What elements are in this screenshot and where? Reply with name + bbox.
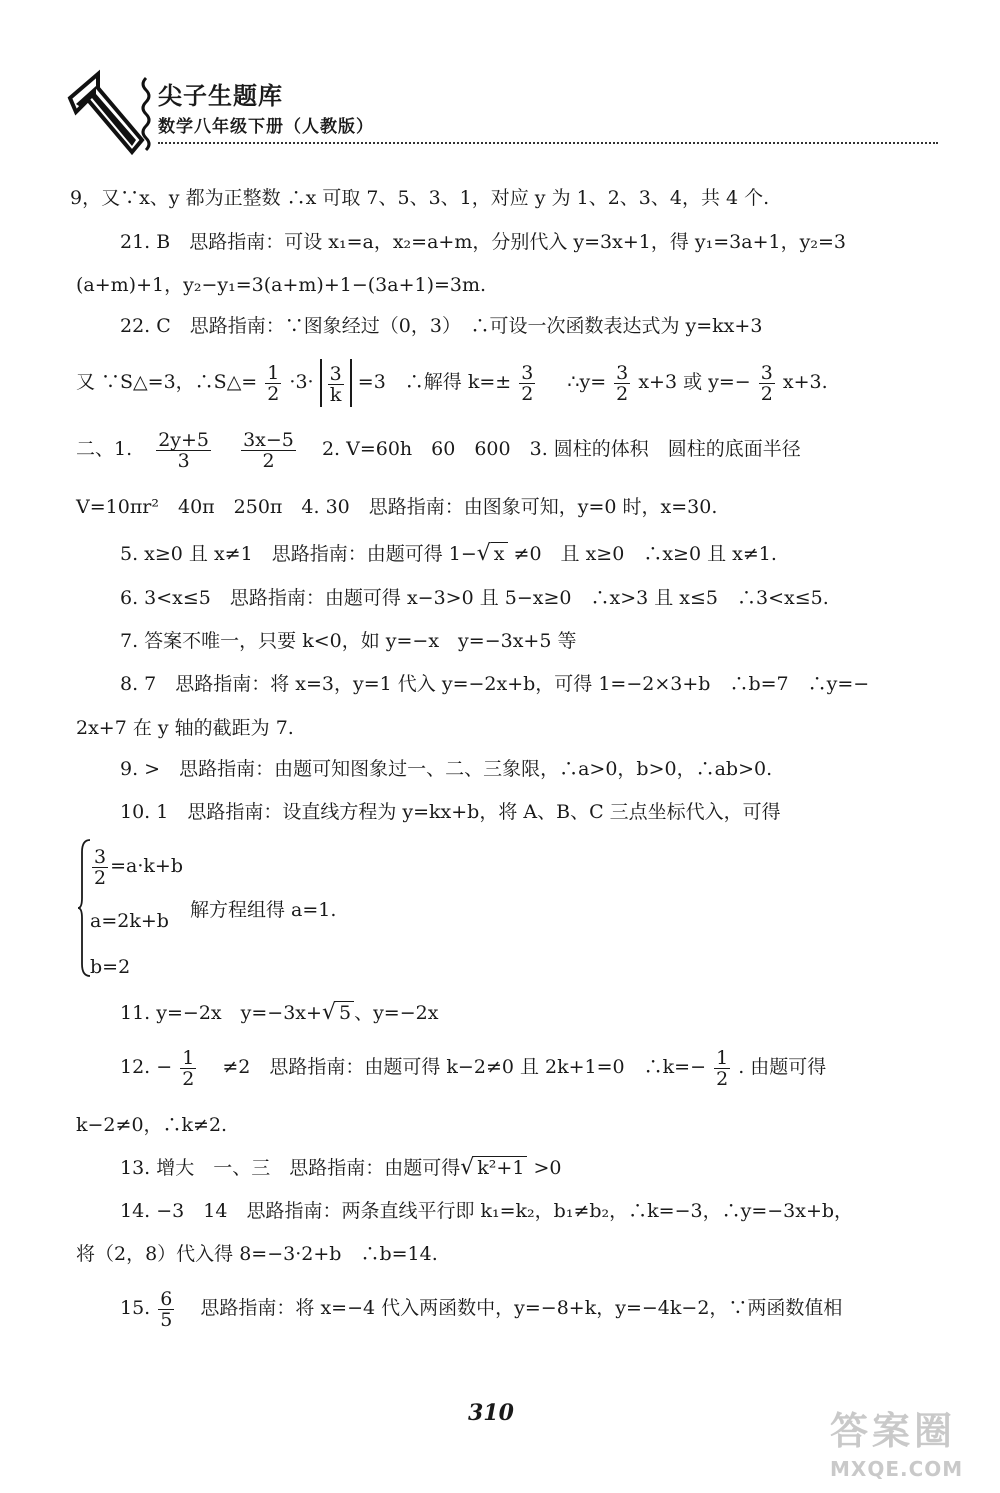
text-segment: 、y=−2x <box>354 1002 439 1024</box>
numerator: 6 <box>160 1287 173 1310</box>
page-header <box>62 68 882 168</box>
fraction <box>519 363 535 404</box>
math-line <box>120 1043 826 1091</box>
numerator: 3 <box>616 361 629 384</box>
text-line: 解方程组得 a=1. <box>190 899 337 921</box>
text-line: 21. B 思路指南：可设 x₁=a，x₂=a+m，分别代入 y=3x+1，得 y₁=3a+1，y₂=3 <box>120 231 846 253</box>
text-line: 6. 3<x≤5 思路指南：由题可得 x−3>0 且 5−x≥0 ∴x>3 且 x≤5 ∴3<x≤5. <box>120 587 829 609</box>
text-line: 10. 1 思路指南：设直线方程为 y=kx+b，将 A、B、C 三点坐标代入，可得 <box>120 801 781 823</box>
denominator: 3 <box>177 449 190 472</box>
denominator: k <box>329 383 342 406</box>
text-line: 14. −3 14 思路指南：两条直线平行即 k₁=k₂，b₁≠b₂，∴k=−3，∴y=−3x+b， <box>120 1200 854 1222</box>
watermark-url: MXQE.COM <box>830 1457 964 1481</box>
text-segment: =a·k+b <box>110 855 183 877</box>
text-segment: 又 ∵S△=3，∴S△= <box>76 371 258 393</box>
text-segment: 二、1. <box>76 438 133 460</box>
text-segment: ≠2 思路指南：由题可得 k−2≠0 且 2k+1=0 ∴k=− <box>222 1056 707 1078</box>
book-subtitle: 数学八年级下册（人教版） <box>158 117 374 137</box>
numerator: 3 <box>521 361 534 384</box>
text-segment: ·3· <box>289 371 314 393</box>
sqrt-content: k²+1 <box>474 1156 527 1179</box>
system-eq-2: a=2k+b <box>90 910 169 932</box>
text-line: 2x+7 在 y 轴的截距为 7. <box>76 717 294 739</box>
text-segment: 2. V=60h 60 600 3. 圆柱的体积 圆柱的底面半径 <box>321 438 801 460</box>
text-line: (a+m)+1，y₂−y₁=3(a+m)+1−(3a+1)=3m. <box>76 274 487 296</box>
denominator: 2 <box>716 1067 729 1090</box>
text-segment: x+3 或 y=− <box>638 371 751 393</box>
text-line: 8. 7 思路指南：将 x=3，y=1 代入 y=−2x+b，可得 1=−2×3+b ∴b=7 ∴y=− <box>120 673 870 695</box>
site-watermark <box>830 1400 990 1485</box>
numerator: 3 <box>94 845 107 868</box>
text-segment: 15. <box>120 1297 151 1319</box>
text-segment: ∴y= <box>567 371 607 393</box>
numerator: 2y+5 <box>158 428 210 451</box>
system-eq-1 <box>90 842 183 890</box>
text-segment: 5. x≥0 且 x≠1 思路指南：由题可得 1− <box>120 543 477 565</box>
text-line: 9. > 思路指南：由题可知图象过一、二、三象限，∴a>0，b>0，∴ab>0. <box>120 758 773 780</box>
denominator: 2 <box>760 382 773 405</box>
fraction <box>614 363 630 404</box>
numerator: 1 <box>182 1046 195 1069</box>
header-divider <box>158 142 938 144</box>
numerator: 3 <box>329 362 342 385</box>
math-line <box>76 358 828 407</box>
fraction <box>265 363 281 404</box>
numerator: 3x−5 <box>243 428 294 451</box>
fraction <box>241 430 296 471</box>
math-line: 5. x≥0 且 x≠1 思路指南：由题可得 1−√ x ≠0 且 x≥0 ∴x≥0 且 x≠1. <box>120 541 777 566</box>
text-line: k−2≠0，∴k≠2. <box>76 1114 228 1136</box>
text-segment: . 由题可得 <box>738 1056 827 1078</box>
fraction <box>714 1048 730 1089</box>
text-segment: =3 ∴解得 k=± <box>357 371 512 393</box>
fraction <box>759 363 775 404</box>
denominator: 2 <box>616 382 629 405</box>
numerator: 1 <box>267 361 280 384</box>
text-line: 9，又∵x、y 都为正整数 ∴x 可取 7、5、3、1，对应 y 为 1、2、3、4，共 4 个. <box>70 187 770 209</box>
denominator: 2 <box>182 1067 195 1090</box>
numerator: 1 <box>716 1046 729 1069</box>
math-line: 13. 增大 一、三 思路指南：由题可得√ k²+1 >0 <box>120 1155 562 1180</box>
page-number: 310 <box>468 1400 514 1426</box>
fraction <box>92 847 108 888</box>
text-segment: 13. 增大 一、三 思路指南：由题可得 <box>120 1157 461 1179</box>
fraction <box>328 364 344 405</box>
denominator: 5 <box>160 1308 173 1331</box>
arrow-logo-icon <box>62 68 152 168</box>
text-segment: >0 <box>533 1157 562 1179</box>
text-segment: 11. y=−2x y=−3x+ <box>120 1002 322 1024</box>
math-line <box>120 1284 842 1332</box>
denominator: 2 <box>521 382 534 405</box>
text-line: 7. 答案不唯一，只要 k<0，如 y=−x y=−3x+5 等 <box>120 630 577 652</box>
text-line: 将（2，8）代入得 8=−3·2+b ∴b=14. <box>76 1243 438 1265</box>
book-title: 尖子生题库 <box>158 82 283 110</box>
system-eq-3: b=2 <box>90 956 131 978</box>
text-segment: 思路指南：将 x=−4 代入两函数中，y=−8+k，y=−4k−2，∵两函数值相 <box>200 1297 843 1319</box>
absolute-value <box>320 359 352 407</box>
text-line: V=10πr² 40π 250π 4. 30 思路指南：由图象可知，y=0 时，x=30. <box>76 496 718 518</box>
fraction <box>180 1048 196 1089</box>
text-line: 22. C 思路指南：∵图象经过（0，3） ∴可设一次函数表达式为 y=kx+3 <box>120 315 763 337</box>
text-segment: x+3. <box>782 371 828 393</box>
sqrt-content: x <box>491 542 508 565</box>
fraction <box>158 1289 174 1330</box>
denominator: 2 <box>267 382 280 405</box>
sqrt-content: 5 <box>336 1001 354 1024</box>
denominator: 2 <box>94 866 107 889</box>
numerator: 3 <box>760 361 773 384</box>
text-segment: 12. − <box>120 1056 173 1078</box>
denominator: 2 <box>262 449 275 472</box>
math-line <box>76 425 801 473</box>
text-segment: ≠0 且 x≥0 ∴x≥0 且 x≠1. <box>513 543 777 565</box>
fraction <box>156 430 211 471</box>
math-line: 11. y=−2x y=−3x+√ 5 、y=−2x <box>120 1000 439 1025</box>
watermark-logo-text: 答案圈 <box>830 1409 957 1453</box>
